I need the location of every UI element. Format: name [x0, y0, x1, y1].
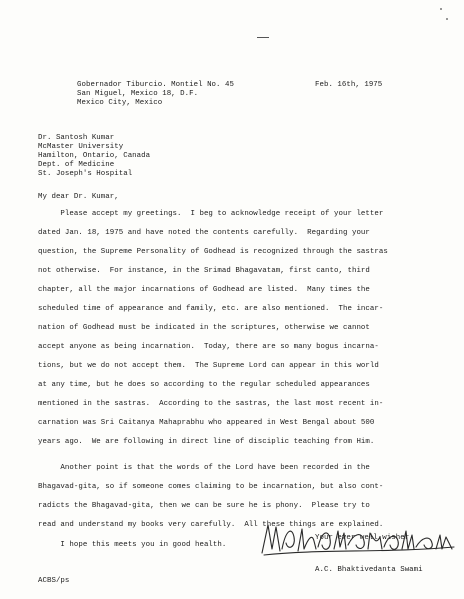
signatory-name: A.C. Bhaktivedanta Swami	[315, 566, 423, 574]
recipient-line-4: Dept. of Medicine	[38, 161, 115, 169]
scan-mark	[257, 37, 269, 38]
body-line: tions, but we do not accept them. The Supreme Lord can appear in this world	[38, 362, 379, 370]
sender-address-line-1: Gobernador Tiburcio. Montiel No. 45	[77, 81, 234, 89]
letter-date: Feb. 16th, 1975	[315, 81, 383, 89]
scan-speck	[440, 8, 442, 10]
body-line: not otherwise. For instance, in the Srimad Bhagavatam, first canto, third	[38, 267, 370, 275]
valediction: Your ever well-wisher,	[315, 534, 414, 542]
recipient-line-1: Dr. Santosh Kumar	[38, 134, 115, 142]
sender-address-line-2: San Miguel, Mexico 18, D.F.	[77, 90, 199, 98]
body-line: radicts the Bhagavad-gita, then we can be sure he is phony. Please try to	[38, 502, 370, 510]
recipient-line-3: Hamilton, Ontario, Canada	[38, 152, 151, 160]
body-line: accept anyone as being incarnation. Today, there are so many bogus incarna-	[38, 343, 379, 351]
typist-initials: ACBS/ps	[38, 577, 70, 585]
body-line: nation of Godhead must be indicated in the scriptures, otherwise we cannot	[38, 324, 370, 332]
body-line: carnation was Sri Caitanya Mahaprabhu who appeared in West Bengal about 500	[38, 419, 375, 427]
scan-speck	[446, 18, 448, 20]
body-line: Another point is that the words of the Lord have been recorded in the	[38, 464, 370, 472]
closing-line: I hope this meets you in good health.	[38, 541, 227, 549]
recipient-line-2: McMaster University	[38, 143, 124, 151]
recipient-line-5: St. Joseph's Hospital	[38, 170, 133, 178]
body-line: scheduled time of appearance and family, etc. are also mentioned. The incar-	[38, 305, 384, 313]
sender-address-line-3: Mexico City, Mexico	[77, 99, 163, 107]
handwritten-signature	[258, 519, 458, 559]
body-line: years ago. We are following in direct line of disciplic teaching from Him.	[38, 438, 375, 446]
body-line: Please accept my greetings. I beg to acknowledge receipt of your letter	[38, 210, 384, 218]
body-line: Bhagavad-gita, so if someone comes claiming to be incarnation, but also cont-	[38, 483, 384, 491]
body-line: at any time, but he does so according to the regular scheduled appearances	[38, 381, 370, 389]
body-line: dated Jan. 18, 1975 and have noted the contents carefully. Regarding your	[38, 229, 370, 237]
body-line: question, the Supreme Personality of Godhead is recognized through the sastras	[38, 248, 388, 256]
body-line: read and understand my books very carefully. All these things are explained.	[38, 521, 384, 529]
body-line: mentioned in the sastras. According to the sastras, the last most recent in-	[38, 400, 384, 408]
body-line: chapter, all the major incarnations of Godhead are listed. Many times the	[38, 286, 370, 294]
salutation: My dear Dr. Kumar,	[38, 193, 119, 201]
